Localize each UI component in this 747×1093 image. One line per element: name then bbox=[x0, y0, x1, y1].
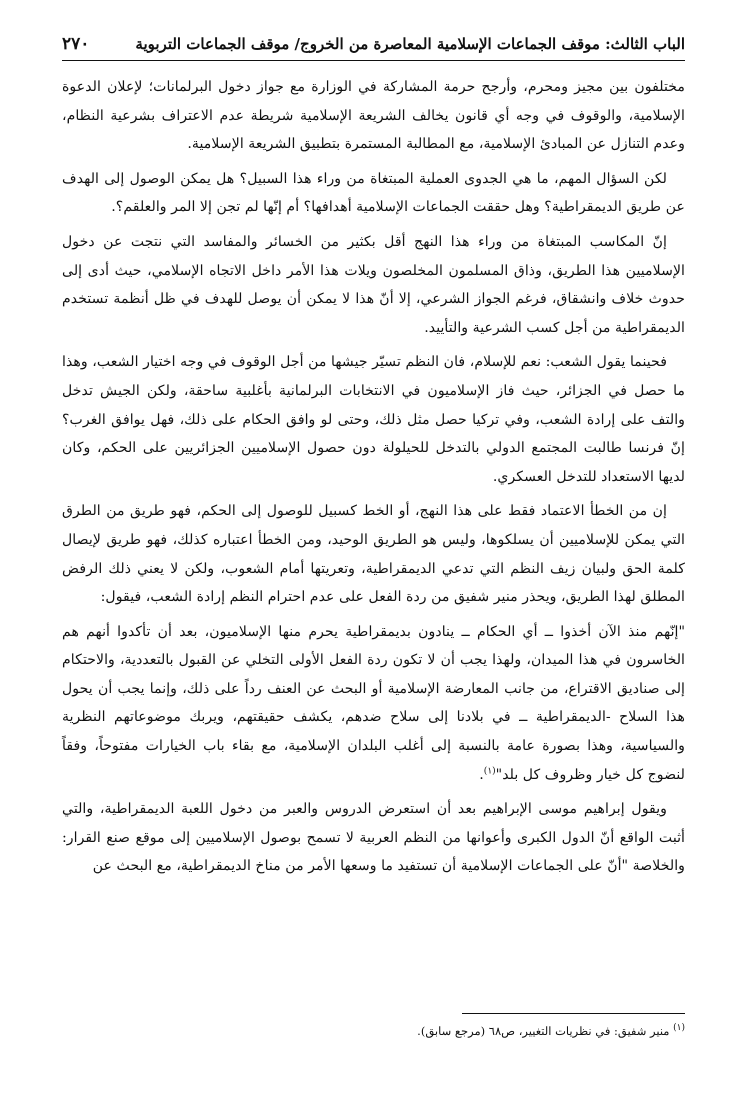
paragraph: إنّ المكاسب المبتغاة من وراء هذا النهج أقل بكثير من الخسائر والمفاسد التي نتجت عن دخول الإسلاميين هذا الطريق، وذاق المسلمون المخلصون ويلات هذا الأمر داخل الاتجاه الإسلامي، حيث أدى إلى حدوث خلاف وانشقاق، فرغم الجواز الشرعي، إلا أنّ هذا لا يمكن أن يوصل للهدف في ظل أنظمة تستخدم الديمقراطية من أجل كسب الشرعية والتأييد. bbox=[62, 233, 685, 336]
body-text bbox=[62, 73, 685, 881]
footnote-divider bbox=[462, 1013, 685, 1014]
footnote-marker: (١) bbox=[673, 1023, 685, 1034]
paragraph: إن من الخطأ الاعتماد فقط على هذا النهج، أو الخط كسبيل للوصول إلى الحكم، فهو طريق من الطرق التي يمكن للإسلاميين أن يسلكوها، وليس هو الطريق الوحيد، ومن الخطأ اعتباره كذلك، فهو طريق لإيصال كلمة الحق ولبيان زيف النظم التي تدعي الديمقراطية، وتعريتها أمام الشعوب، ولكن لا يعني ذلك الرفض المطلق لهذا الطريق، ويحذر منير شفيق من ردة الفعل على عدم احترام النظم إرادة الشعب، فيقول: bbox=[62, 503, 685, 606]
paragraph: ويقول إبراهيم موسى الإبراهيم بعد أن استعرض الدروس والعبر من دخول اللعبة الديمقراطية، والتي أثبت الواقع أنّ الدول الكبرى وأعوانها من النظم العربية لا تسمح بوصول الإسلاميين إلى موقع صنع القرار: والخلاصة "أنّ على الجماعات الإسلامية أن تستفيد ما وسعها الأمر من مناخ الديمقراطية، مع البحث عن bbox=[62, 801, 685, 875]
footnote-reference: (١) bbox=[483, 765, 496, 776]
paragraph: فحينما يقول الشعب: نعم للإسلام، فان النظم تسيّر جيشها من أجل الوقوف في وجه اختيار الشعب، وهذا ما حصل في الجزائر، حيث فاز الإسلاميون في الانتخابات البرلمانية بأغلبية ساحقة، ولكن الجيش تدخل والتف على إرادة الشعب، وفي تركيا حصل مثل ذلك، وحتى لو وافق الحكام على ذلك، فهل يوافق الغرب؟ إنّ فرنسا طالبت المجتمع الدولي بالتدخل للحيلولة دون حصول الإسلاميين الجزائريين على الحكم، وكان لديها الاستعداد للتدخل العسكري. bbox=[62, 354, 685, 485]
page-number: ٢٧٠ bbox=[62, 34, 90, 54]
paragraph: مختلفون بين مجيز ومحرم، وأرجح حرمة المشاركة في الوزارة مع جواز دخول البرلمانات؛ لإعلان الدعوة الإسلامية، والوقوف في وجه أي قانون يخالف الشريعة الإسلامية شريطة عدم الاعتراف بشرعية النظام، وعدم التنازل عن المبادئ الإسلامية، مع المطالبة المستمرة بتطبيق الشريعة الإسلامية. bbox=[62, 79, 685, 153]
footnote bbox=[62, 1024, 685, 1038]
page-header bbox=[62, 34, 685, 61]
footnote-text: منير شفيق: في نظريات التغيير، ص٦٨ (مرجع سابق). bbox=[417, 1024, 670, 1038]
running-title: الباب الثالث: موقف الجماعات الإسلامية المعاصرة من الخروج/ موقف الجماعات التربوية bbox=[135, 35, 685, 53]
quote-text: "إنّهم منذ الآن أخذوا ــ أي الحكام ــ ينادون بديمقراطية يحرم منها الإسلاميون، بعد أن تأكدوا أنهم هم الخاسرون في هذا الميدان، ولهذا يجب أن لا تكون ردة الفعل الأولى التخلي عن القبول بالتعددية، والاحتكام إلى صناديق الاقتراع، من جانب المعارضة الإسلامية أو البحث عن العنف رداً على ذلك، وإنما يجب أن يحول هذا السلاح -الديمقراطية ــ في بلادنا إلى سلاح ضدهم، يكشف حقيقتهم، ويربك موضوعاتهم النظرية والسياسية، وهذا بصورة عامة بالنسبة إلى أغلب البلدان الإسلامية، مع بقاء باب الخيارات مفتوحاً، وفقاً لنضوج كل خيار وظروف كل بلد" bbox=[62, 623, 685, 783]
paragraph: لكن السؤال المهم، ما هي الجدوى العملية المبتغاة من وراء هذا السبيل؟ هل يمكن الوصول إلى الهدف عن طريق الديمقراطية؟ وهل حققت الجماعات الإسلامية أهدافها؟ أم إنّها لم تجن إلا المر والعلقم؟. bbox=[62, 170, 685, 216]
quote-paragraph: "إنّهم منذ الآن أخذوا ــ أي الحكام ــ ينادون بديمقراطية يحرم منها الإسلاميون، بعد أن تأكدوا أنهم هم الخاسرون في هذا الميدان، ولهذا يجب أن لا تكون ردة الفعل الأولى التخلي عن القبول بالتعددية، والاحتكام إلى صناديق الاقتراع، من جانب المعارضة الإسلامية أو البحث عن العنف رداً على ذلك، وإنما يجب أن يحول هذا السلاح -الديمقراطية ــ في بلادنا إلى سلاح ضدهم، يكشف حقيقتهم، ويربك موضوعاتهم النظرية والسياسية، وهذا بصورة عامة بالنسبة إلى أغلب البلدان الإسلامية، مع بقاء باب الخيارات مفتوحاً، وفقاً لنضوج كل خيار وظروف كل بلد"$^{(١)}$. bbox=[62, 623, 685, 783]
